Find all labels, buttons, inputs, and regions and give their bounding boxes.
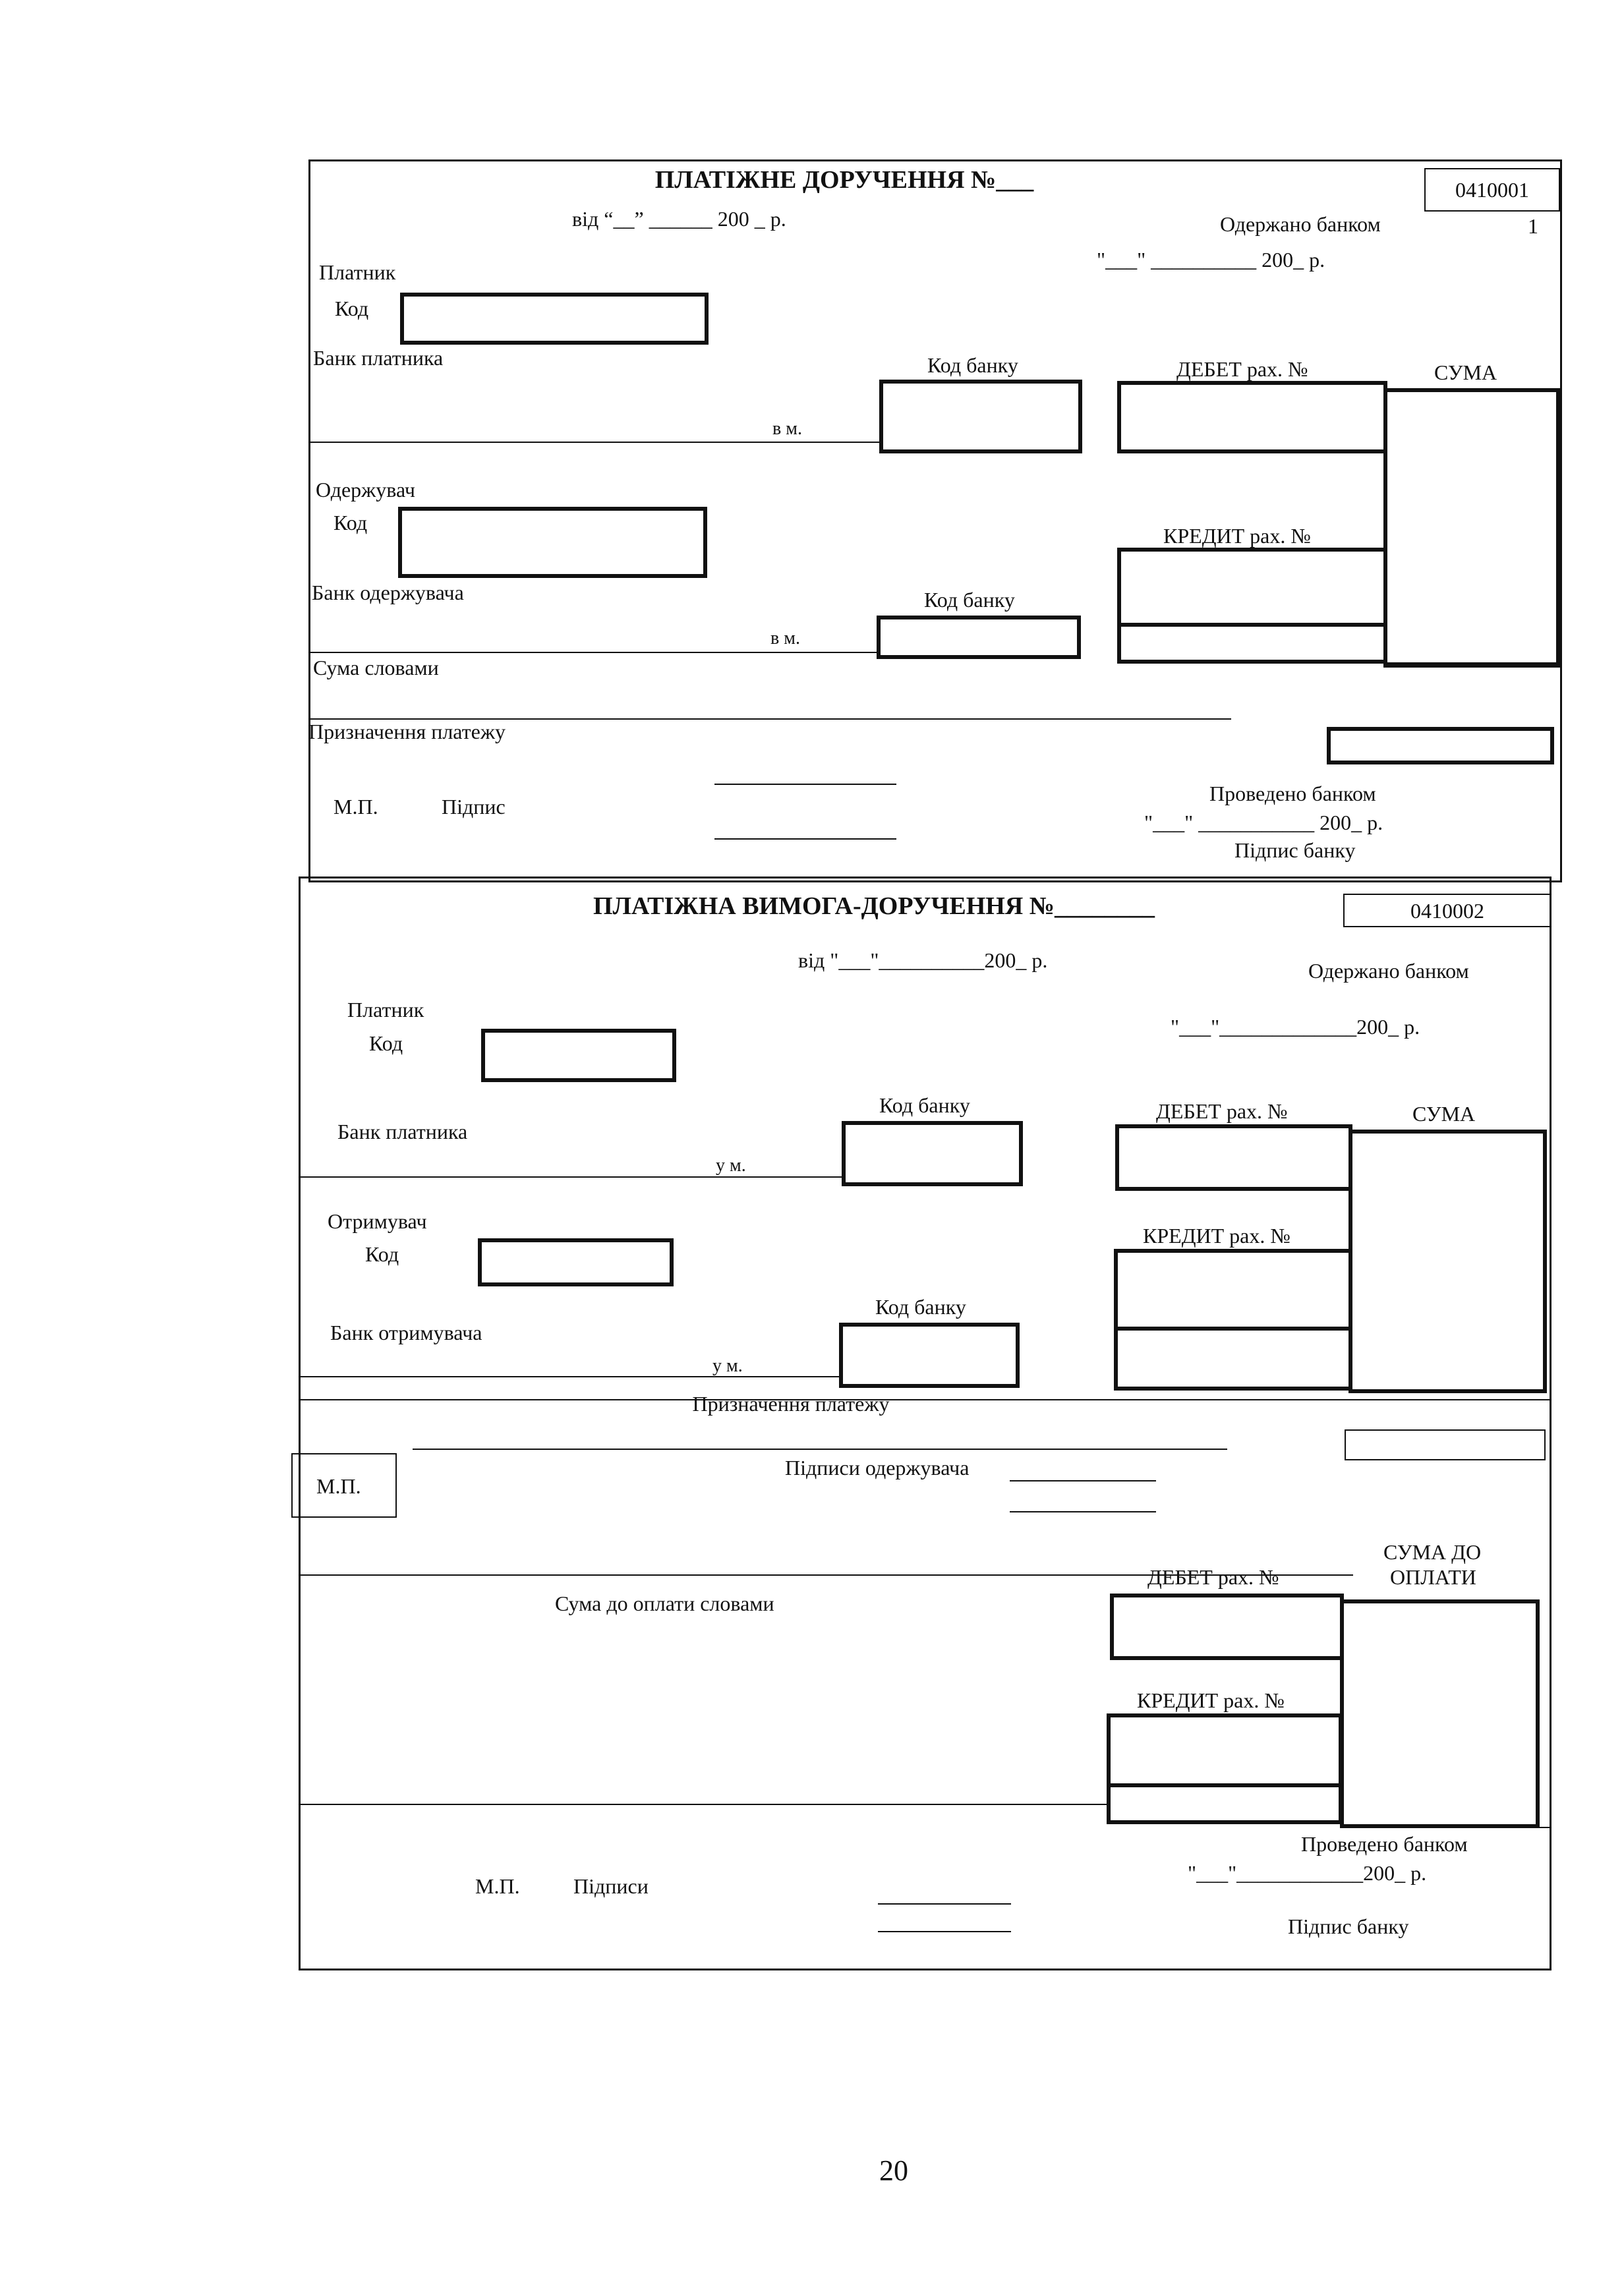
form2-payer-bank-label: Банк платника bbox=[337, 1120, 468, 1143]
form2-city2-label: у м. bbox=[712, 1356, 743, 1376]
form2-credit2-label: КРЕДИТ рах. № bbox=[1137, 1688, 1285, 1712]
signature-line[interactable] bbox=[714, 784, 896, 785]
page-number: 20 bbox=[879, 2154, 908, 2187]
form1-purpose-code-field[interactable] bbox=[1327, 727, 1554, 764]
form1-credit-account-field[interactable] bbox=[1117, 548, 1387, 627]
form2-payer-label: Платник bbox=[347, 998, 424, 1021]
purpose-line bbox=[413, 1449, 1227, 1450]
divider bbox=[299, 1399, 1552, 1400]
form2-debit2-account-field[interactable] bbox=[1110, 1594, 1344, 1660]
form2-code: 0410002 bbox=[1410, 899, 1484, 923]
form1-date-line[interactable]: від “__” ______ 200 _ р. bbox=[572, 207, 786, 231]
form1-title: ПЛАТІЖНЕ ДОРУЧЕННЯ №___ bbox=[654, 166, 1034, 194]
form2-recipient-label: Отримувач bbox=[328, 1209, 427, 1233]
form1-processed-date[interactable]: "___" ___________ 200_ р. bbox=[1144, 811, 1383, 834]
form1-copy-number: 1 bbox=[1528, 214, 1538, 238]
form2-code2-label: Код bbox=[365, 1242, 399, 1266]
form2-recipient-bank-label: Банк отримувача bbox=[330, 1321, 482, 1344]
form1-city-label: в м. bbox=[772, 418, 802, 439]
form1-processed-label: Проведено банком bbox=[1209, 782, 1376, 805]
form1-city2-label: в м. bbox=[770, 628, 800, 648]
form2-bank-signature-label: Підпис банку bbox=[1288, 1914, 1409, 1938]
signature-line[interactable] bbox=[1010, 1480, 1156, 1481]
signature-line[interactable] bbox=[1010, 1511, 1156, 1512]
form1-debit-label: ДЕБЕТ рах. № bbox=[1176, 357, 1308, 381]
form1-stamp-label: М.П. bbox=[334, 795, 378, 819]
form1-received-date[interactable]: "___" __________ 200_ р. bbox=[1097, 248, 1325, 272]
form1-received-label: Одержано банком bbox=[1220, 212, 1381, 236]
form2-sum-to-pay-field[interactable] bbox=[1340, 1599, 1540, 1828]
form2-signatures-label: Підписи bbox=[573, 1874, 649, 1898]
form1-recipient-label: Одержувач bbox=[316, 478, 415, 502]
form2-sum-label: СУМА bbox=[1412, 1102, 1476, 1126]
form1-code2-label: Код bbox=[334, 511, 368, 534]
form1-sum-words-label: Сума словами bbox=[313, 656, 439, 679]
divider bbox=[1383, 666, 1560, 668]
signature-line[interactable] bbox=[878, 1903, 1011, 1905]
form2-purpose-code-field[interactable] bbox=[1345, 1429, 1546, 1460]
form1-payer-code-field[interactable] bbox=[400, 293, 709, 345]
form1-payer-bank-label: Банк платника bbox=[313, 346, 444, 370]
form2-date-line[interactable]: від "___"__________200_ р. bbox=[798, 948, 1048, 972]
form1-debit-account-field[interactable] bbox=[1117, 381, 1387, 453]
form1-bank-code-label: Код банку bbox=[927, 353, 1018, 377]
form1-credit-label: КРЕДИТ рах. № bbox=[1163, 524, 1311, 548]
form2-credit-account-field[interactable] bbox=[1114, 1249, 1352, 1331]
form1-purpose-label: Призначення платежу bbox=[308, 720, 506, 743]
form1-signature-label: Підпис bbox=[442, 795, 506, 819]
form2-debit-account-field[interactable] bbox=[1115, 1124, 1352, 1191]
form2-debit-label: ДЕБЕТ рах. № bbox=[1156, 1099, 1288, 1123]
form2-stamp2-label: М.П. bbox=[475, 1874, 520, 1898]
form2-processed-date[interactable]: "___"____________200_ р. bbox=[1188, 1861, 1427, 1885]
form2-purpose-label: Призначення платежу bbox=[692, 1392, 890, 1416]
form1-code-label: Код bbox=[335, 297, 369, 320]
form2-recipient-signatures-label: Підписи одержувача bbox=[785, 1456, 970, 1480]
form1-recipient-bank-label: Банк одержувача bbox=[312, 581, 464, 604]
form2-debit2-label: ДЕБЕТ рах. № bbox=[1147, 1565, 1279, 1589]
form2-recipient-code-field[interactable] bbox=[478, 1238, 674, 1286]
form2-bank-code2-label: Код банку bbox=[875, 1295, 966, 1319]
form2-bank-code-label: Код банку bbox=[879, 1093, 970, 1117]
form2-payer-code-field[interactable] bbox=[481, 1029, 676, 1082]
form2-credit2-account-field[interactable] bbox=[1107, 1713, 1343, 1787]
form1-bank-code2-label: Код банку bbox=[924, 588, 1015, 612]
signature-line[interactable] bbox=[878, 1931, 1011, 1932]
form2-recipient-bank-code-field[interactable] bbox=[839, 1323, 1020, 1388]
divider bbox=[299, 1376, 839, 1377]
divider bbox=[299, 1176, 842, 1178]
form1-recipient-code-field[interactable] bbox=[398, 507, 707, 578]
form2-processed-label: Проведено банком bbox=[1301, 1832, 1468, 1856]
form2-sum-field[interactable] bbox=[1348, 1130, 1547, 1393]
form2-code-label: Код bbox=[369, 1031, 403, 1055]
form2-sum-to-pay-words-label: Сума до оплати словами bbox=[555, 1592, 774, 1615]
form2-sum-to-pay-label-1: СУМА ДО bbox=[1383, 1540, 1482, 1564]
form1-payer-label: Платник bbox=[319, 260, 396, 284]
form1-sum-label: СУМА bbox=[1434, 360, 1497, 384]
form2-sum-to-pay-label-2: ОПЛАТИ bbox=[1390, 1565, 1476, 1589]
form1-bank-signature-label: Підпис банку bbox=[1234, 838, 1356, 862]
divider bbox=[1340, 1827, 1552, 1828]
form2-payer-bank-code-field[interactable] bbox=[842, 1121, 1023, 1186]
form1-recipient-bank-code-field[interactable] bbox=[877, 616, 1081, 659]
form2-city-label: у м. bbox=[716, 1155, 746, 1176]
form1-sum-field[interactable] bbox=[1383, 388, 1560, 666]
signature-line[interactable] bbox=[714, 838, 896, 840]
divider bbox=[308, 442, 879, 443]
form1-code: 0410001 bbox=[1455, 178, 1529, 202]
form2-title: ПЛАТІЖНА ВИМОГА-ДОРУЧЕННЯ №________ bbox=[593, 892, 1155, 920]
form2-credit-extra-field[interactable] bbox=[1114, 1327, 1352, 1391]
form2-stamp-label: М.П. bbox=[316, 1474, 361, 1498]
form2-credit-label: КРЕДИТ рах. № bbox=[1143, 1224, 1290, 1248]
form2-credit2-extra-field[interactable] bbox=[1107, 1783, 1343, 1824]
form2-received-date[interactable]: "___"_____________200_ р. bbox=[1171, 1015, 1420, 1039]
form1-payer-bank-code-field[interactable] bbox=[879, 380, 1082, 453]
divider bbox=[299, 1804, 1107, 1805]
form1-credit-extra-field[interactable] bbox=[1117, 623, 1387, 664]
form2-received-label: Одержано банком bbox=[1308, 959, 1469, 983]
divider bbox=[308, 652, 877, 653]
